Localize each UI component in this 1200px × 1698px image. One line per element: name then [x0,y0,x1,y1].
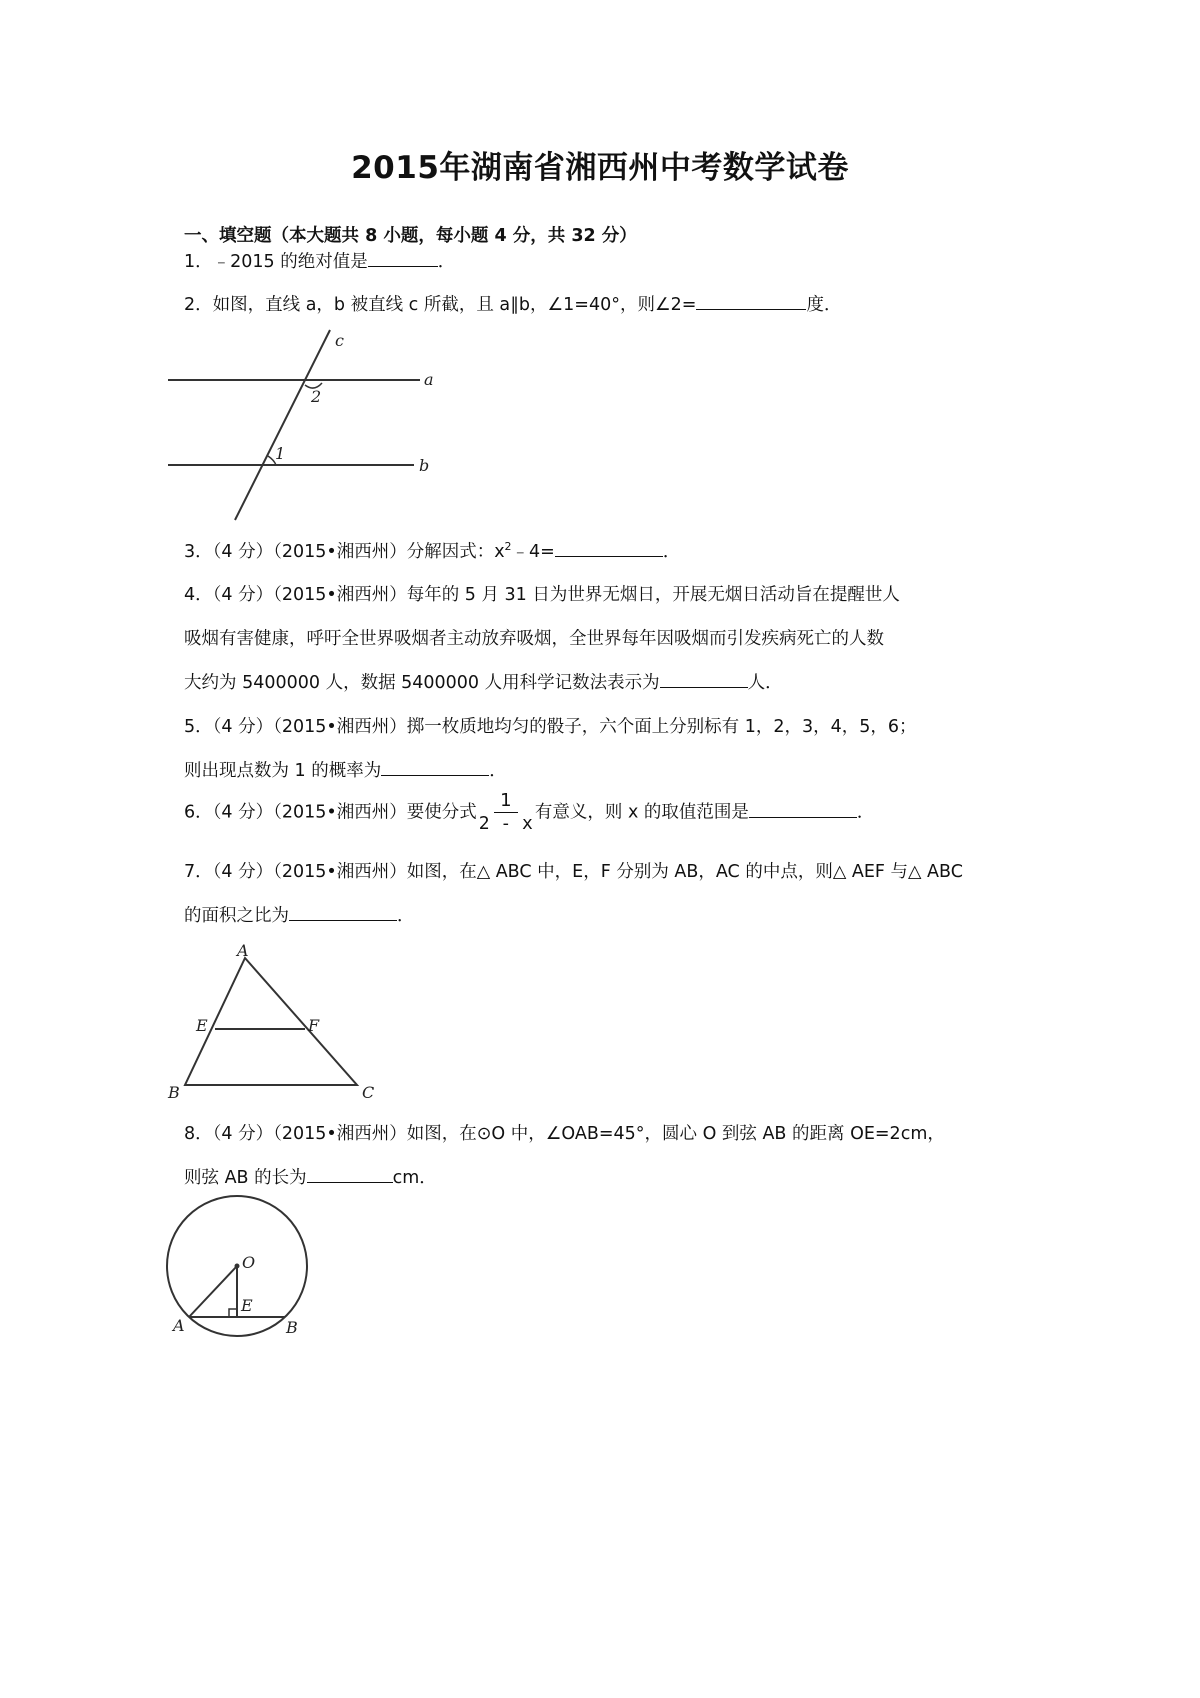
fraction-numerator: 1 [494,792,517,813]
question-2-text: 2．如图，直线 a，b 被直线 c 所截，且 a∥b，∠1=40°，则∠2= [184,295,697,315]
question-6-text: 6．（4 分）（2015•湘西州）要使分式 [184,802,477,823]
fig2-label-2: 2 [311,387,322,406]
answer-blank-8 [307,1164,393,1183]
triangle-abc [185,958,357,1085]
center-point [235,1264,240,1269]
fig7-label-C: C [362,1083,375,1102]
fig7-label-A: A [237,941,249,960]
fig2-label-c: c [335,331,344,350]
question-8-line-1: 8．（4 分）（2015•湘西州）如图，在⊙O 中，∠OAB=45°，圆心 O 到弦 AB 的距离 OE=2cm， [184,1124,945,1144]
answer-blank-5 [381,757,489,776]
answer-blank-1 [368,248,438,267]
fig2-label-b: b [419,456,430,475]
fig7-label-E: E [196,1016,208,1035]
question-8-line-2 [184,1164,437,1189]
fig8-label-A: A [173,1316,185,1335]
fig2-label-1: 1 [275,444,286,463]
question-5-end: ． [489,761,507,781]
fig8-label-E: E [241,1296,253,1315]
question-5-text: 则出现点数为 1 的概率为 [184,761,382,781]
question-1-end: ． [437,252,456,272]
question-7-line-1: 7．（4 分）（2015•湘西州）如图，在△ ABC 中，E，F 分别为 AB，AC 的中点，则△ AEF 与△ ABC [184,862,963,882]
fig2-label-a: a [424,370,434,389]
question-7-end: ． [397,906,415,926]
question-3-exponent: 2 [504,540,512,554]
question-5-line-2 [184,757,507,782]
line-c [235,330,330,520]
question-3-text: 3．（4 分）（2015•湘西州）分解因式：x [184,542,505,562]
question-6-end: ． [856,802,875,823]
question-1 [184,248,455,273]
question-3-end: ． [662,542,681,562]
fraction-denominator: 2 - x [478,813,533,834]
question-1-text: 1．﹣2015 的绝对值是 [184,252,368,272]
answer-blank-4 [660,669,748,688]
fig7-label-F: F [308,1016,320,1035]
question-8-text: 则弦 AB 的长为 [184,1168,307,1188]
question-3-after: ﹣4= [511,542,555,562]
answer-blank-7 [289,902,397,921]
question-4-line-1: 4．（4 分）（2015•湘西州）每年的 5 月 31 日为世界无烟日，开展无烟日活动旨在提醒世人 [184,585,900,605]
question-6-after: 有意义，则 x 的取值范围是 [534,802,749,823]
answer-blank-6 [749,799,857,818]
fig8-label-B: B [286,1318,298,1337]
section-heading: 一、填空题（本大题共 8 小题，每小题 4 分，共 32 分） [184,226,637,246]
answer-blank-2 [696,291,806,310]
question-8-end: cm． [392,1168,437,1188]
page-title: 2015年湖南省湘西州中考数学试卷 [351,150,849,186]
fraction [479,792,533,833]
question-4-end: 人． [747,673,783,693]
question-4-line-3 [184,669,783,694]
question-7-text: 的面积之比为 [184,906,289,926]
fig7-label-B: B [168,1083,180,1102]
question-7-line-2 [184,902,415,927]
answer-blank-3 [555,538,663,557]
question-5-line-1: 5．（4 分）（2015•湘西州）掷一枚质地均匀的骰子，六个面上分别标有 1，2，3，4，5，6； [184,717,917,737]
right-angle-mark [229,1309,237,1317]
question-4-line-2: 吸烟有害健康，呼吁全世界吸烟者主动放弃吸烟，全世界每年因吸烟而引发疾病死亡的人数 [184,629,884,649]
fig8-label-O: O [242,1253,256,1272]
question-4-text: 大约为 5400000 人，数据 5400000 人用科学记数法表示为 [184,673,660,693]
question-6 [184,792,874,833]
question-2-end: 度． [806,295,842,315]
question-3 [184,538,680,563]
question-2 [184,291,841,316]
